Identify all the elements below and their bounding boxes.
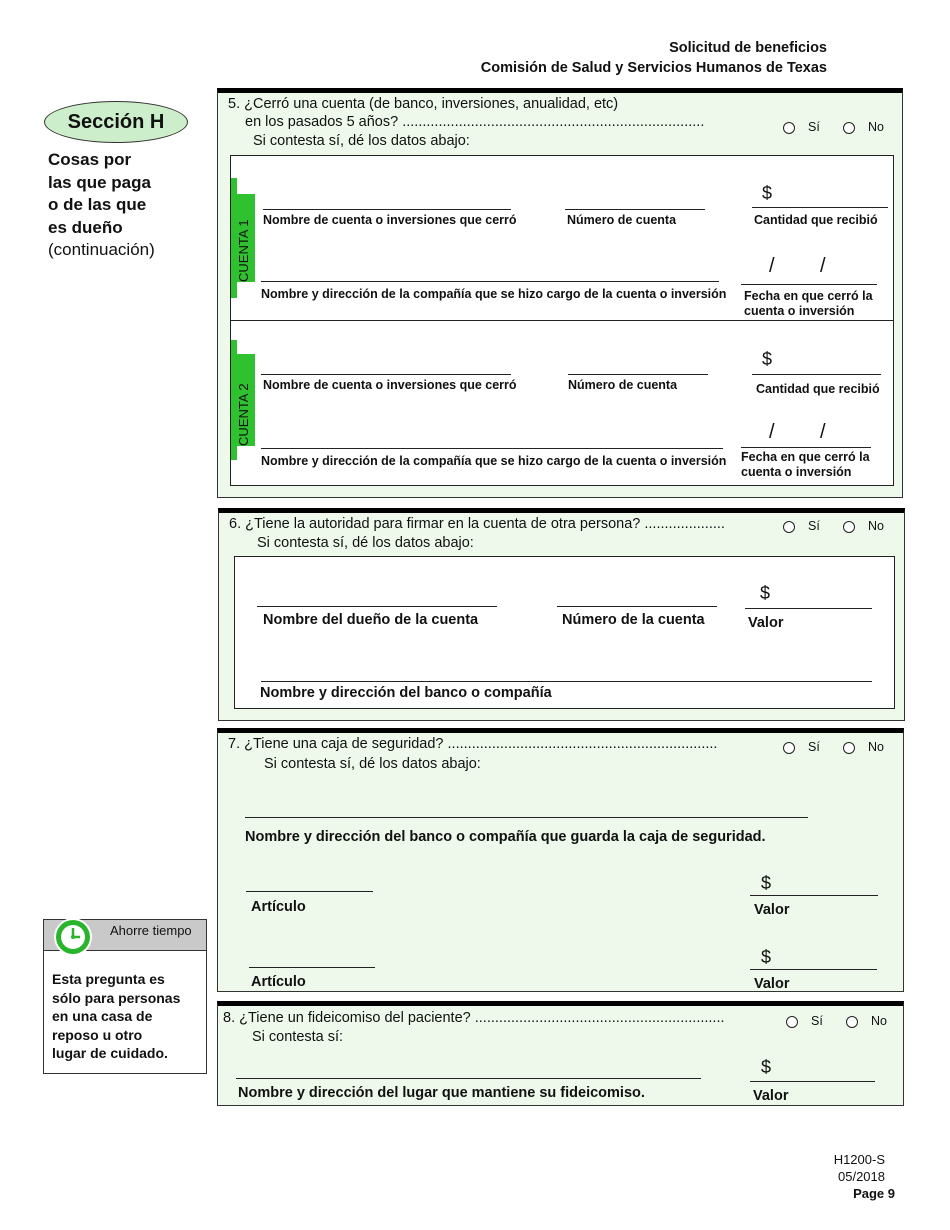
q5-no-label: No	[868, 120, 884, 134]
account-1-company-label: Nombre y dirección de la compañía que se hizo cargo de la cuenta o inversión	[261, 287, 727, 301]
q7-no-label: No	[868, 740, 884, 754]
q6-owner-label: Nombre del dueño de la cuenta	[263, 612, 479, 628]
q5-account-divider	[231, 320, 893, 321]
q6-box	[234, 556, 895, 709]
q5-line-3: Si contesta sí, dé los datos abajo:	[253, 133, 470, 149]
q8-yes-radio[interactable]	[786, 1016, 798, 1028]
footer-date: 05/2018	[838, 1169, 885, 1184]
q6-no-label: No	[868, 519, 884, 533]
q5-yes-label: Sí	[808, 120, 820, 134]
account-1-date-label: Fecha en que cerró la cuenta o inversión	[744, 289, 873, 318]
q8-line-1: 8. ¿Tiene un fideicomiso del paciente? ..............................................................	[223, 1010, 725, 1026]
account-2-dollar-sign: $	[762, 349, 773, 369]
q6-value-line[interactable]	[745, 608, 872, 609]
q6-line-1: 6. ¿Tiene la autoridad para firmar en la cuenta de otra persona? ....................	[229, 516, 725, 532]
section-title	[48, 149, 155, 262]
question-7-panel	[217, 728, 904, 992]
q7-line-2: Si contesta sí, dé los datos abajo:	[264, 756, 481, 772]
q8-no-radio[interactable]	[846, 1016, 858, 1028]
q7-value-1-line[interactable]	[750, 895, 878, 896]
q6-value-label: Valor	[748, 615, 784, 631]
account-1-amount-label: Cantidad que recibió	[754, 213, 878, 227]
q6-yes-label: Sí	[808, 519, 820, 533]
account-1-name-line[interactable]	[263, 209, 511, 210]
q6-line-2: Si contesta sí, dé los datos abajo:	[257, 535, 474, 551]
account-1-name-label: Nombre de cuenta o inversiones que cerró	[263, 213, 517, 227]
q8-yes-label: Sí	[811, 1014, 823, 1028]
q7-yes-label: Sí	[808, 740, 820, 754]
q8-value-line[interactable]	[750, 1081, 875, 1082]
q5-yes-radio[interactable]	[783, 122, 795, 134]
q7-value-1-label: Valor	[754, 902, 790, 918]
save-time-tip-title: Ahorre tiempo	[110, 923, 192, 938]
save-time-tip	[43, 919, 207, 1074]
account-2-company-label: Nombre y dirección de la compañía que se hizo cargo de la cuenta o inversión	[261, 454, 727, 468]
q7-value-2-label: Valor	[754, 976, 790, 992]
account-2-name-line[interactable]	[261, 374, 511, 375]
section-title-bold: Cosas por las que paga o de las que es dueño	[48, 150, 151, 237]
header-line-2: Comisión de Salud y Servicios Humanos de Texas	[480, 60, 827, 76]
q8-no-label: No	[871, 1014, 887, 1028]
save-time-tip-body: Esta pregunta es sólo para personas en una casa de reposo u otro lugar de cuidado.	[52, 971, 181, 1061]
header-line-1: Solicitud de beneficios	[669, 40, 827, 56]
account-1-dollar-sign: $	[762, 183, 773, 203]
account-2-number-label: Número de cuenta	[568, 378, 678, 392]
q6-bank-label: Nombre y dirección del banco o compañía	[260, 685, 552, 701]
q6-bank-line[interactable]	[261, 681, 872, 682]
q8-place-label: Nombre y dirección del lugar que mantiene su fideicomiso.	[238, 1085, 645, 1101]
q7-bank-line[interactable]	[245, 817, 808, 818]
q5-line-2: en los pasados 5 años? ...........................................................................	[245, 114, 705, 130]
account-2-date-slash-2: /	[820, 421, 826, 443]
account-1-date-line[interactable]	[741, 284, 877, 285]
account-2-date-slash-1: /	[769, 421, 775, 443]
q8-value-label: Valor	[753, 1088, 789, 1104]
q5-line-1: 5. ¿Cerró una cuenta (de banco, inversiones, anualidad, etc)	[228, 96, 619, 112]
q6-number-label: Número de la cuenta	[562, 612, 705, 628]
q7-item-2-line[interactable]	[249, 967, 375, 968]
q7-item-1-label: Artículo	[251, 899, 306, 915]
account-2-date-label: Fecha en que cerró la cuenta o inversión	[741, 450, 870, 479]
q7-value-1-dollar: $	[761, 873, 772, 893]
q7-value-2-dollar: $	[761, 947, 772, 967]
q7-value-2-line[interactable]	[750, 969, 877, 970]
q7-bank-label: Nombre y dirección del banco o compañía que guarda la caja de seguridad.	[245, 829, 766, 845]
q6-number-line[interactable]	[557, 606, 717, 607]
question-5-panel	[217, 88, 903, 498]
account-1-date-slash-1: /	[769, 255, 775, 277]
q7-item-1-line[interactable]	[246, 891, 373, 892]
q5-no-radio[interactable]	[843, 122, 855, 134]
account-1-number-label: Número de cuenta	[567, 213, 677, 227]
q6-no-radio[interactable]	[843, 521, 855, 533]
footer-form-number: H1200-S	[833, 1152, 885, 1167]
account-1-tab-label: CUENTA 1	[236, 219, 251, 282]
account-2-number-line[interactable]	[568, 374, 708, 375]
q6-dollar-sign: $	[760, 583, 771, 603]
question-8-panel	[217, 1001, 904, 1106]
question-6-panel	[218, 508, 905, 721]
q7-yes-radio[interactable]	[783, 742, 795, 754]
q7-item-2-label: Artículo	[251, 974, 306, 990]
section-title-continued: (continuación)	[48, 240, 155, 259]
account-2-date-line[interactable]	[741, 447, 871, 448]
q7-line-1: 7. ¿Tiene una caja de seguridad? ...................................................................	[228, 736, 718, 752]
clock-icon	[54, 918, 92, 956]
account-2-company-line[interactable]	[261, 448, 723, 449]
q7-no-radio[interactable]	[843, 742, 855, 754]
q8-dollar-sign: $	[761, 1057, 772, 1077]
q5-accounts-box	[230, 155, 894, 486]
account-1-date-slash-2: /	[820, 255, 826, 277]
account-1-company-line[interactable]	[261, 281, 719, 282]
q8-place-line[interactable]	[236, 1078, 701, 1079]
account-1-number-line[interactable]	[565, 209, 705, 210]
q8-line-2: Si contesta sí:	[252, 1029, 344, 1045]
account-2-amount-line[interactable]	[752, 374, 881, 375]
account-2-name-label: Nombre de cuenta o inversiones que cerró	[263, 378, 517, 392]
q6-yes-radio[interactable]	[783, 521, 795, 533]
account-1-amount-line[interactable]	[752, 207, 888, 208]
q6-owner-line[interactable]	[257, 606, 497, 607]
footer-page-number: Page 9	[853, 1186, 895, 1201]
account-2-tab-label: CUENTA 2	[236, 383, 251, 446]
account-2-amount-label: Cantidad que recibió	[756, 382, 880, 396]
section-badge: Sección H	[44, 101, 188, 143]
